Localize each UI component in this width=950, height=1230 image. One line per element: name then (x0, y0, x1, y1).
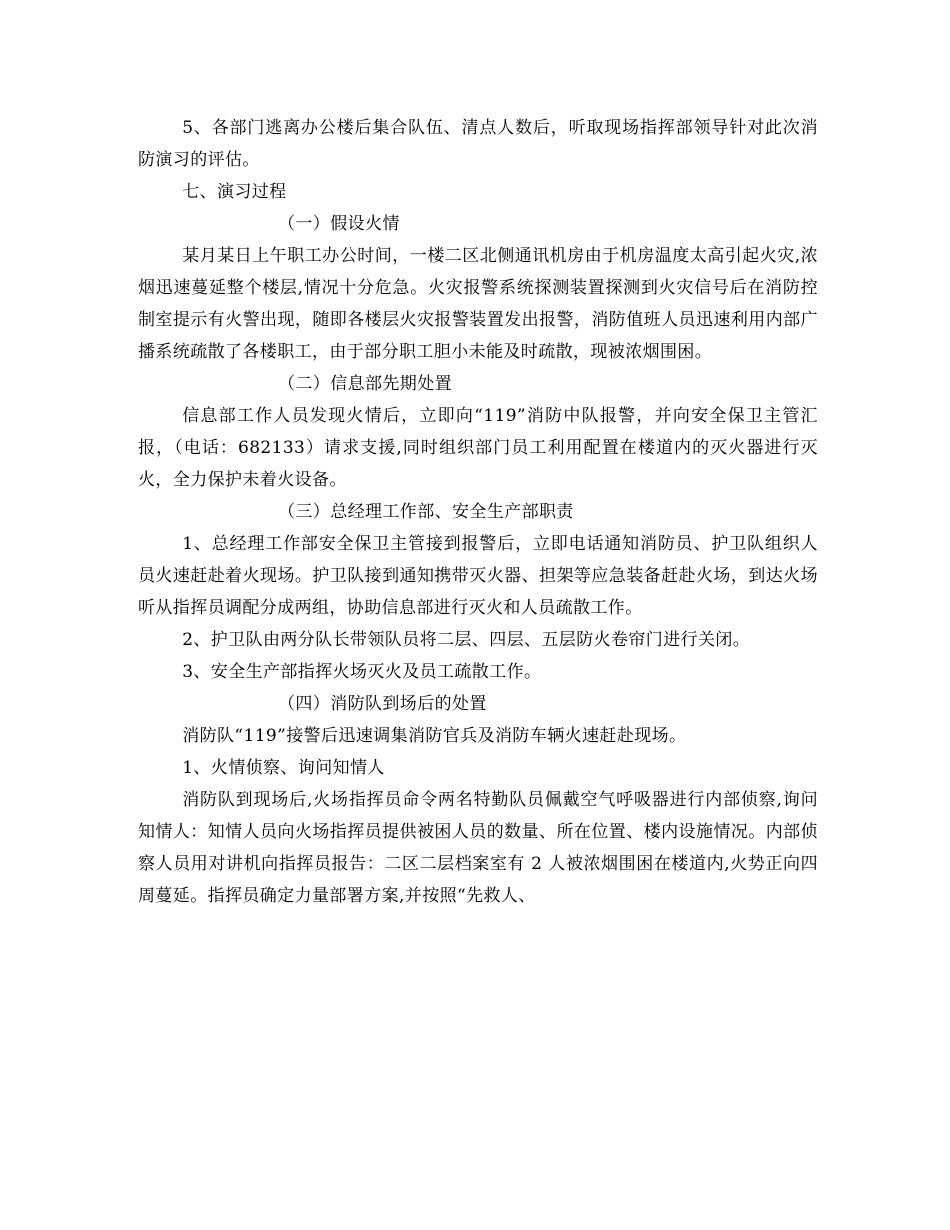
subheading-gm-safety-duties: （三）总经理工作部、安全生产部职责 (278, 502, 574, 522)
paragraph-duty-1: 1、总经理工作部安全保卫主管接到报警后，立即电话通知消防员、护卫队组织人员火速赶赴着火现场。护卫队接到通知携带灭火器、担架等应急装备赶赴火场，到达火场听从指挥员调配分成两组，协助信息部进行灭火和人员疏散工作。 (138, 534, 818, 618)
paragraph-duty-2: 2、护卫队由两分队长带领队员将二层、四层、五层防火卷帘门进行关闭。 (182, 630, 751, 650)
paragraph-fire-brigade-dispatch: 消防队“119”接警后迅速调集消防官兵及消防车辆火速赶赴现场。 (182, 726, 687, 746)
heading-fire-reconnaissance: 1、火情侦察、询问知情人 (182, 758, 385, 778)
paragraph-fire-scenario: 某月某日上午职工办公时间，一楼二区北侧通讯机房由于机房温度太高引起火灾,浓烟迅速蔓延整个楼层,情况十分危急。火灾报警系统探测装置探测到火灾信号后在消防控制室提示有火警出现，随即各楼层火灾报警装置发出报警，消防值班人员迅速利用内部广播系统疏散了各楼职工，由于部分职工胆小未能及时疏散，现被浓烟围困。 (138, 246, 818, 362)
paragraph-duty-3: 3、安全生产部指挥火场灭火及员工疏散工作。 (182, 662, 542, 682)
subheading-assumed-fire: （一）假设火情 (278, 214, 400, 234)
subheading-fire-brigade-response: （四）消防队到场后的处置 (278, 694, 487, 714)
paragraph-it-dept-response: 信息部工作人员发现火情后，立即向“119”消防中队报警，并向安全保卫主管汇报，（电话：682133）请求支援,同时组织部门员工利用配置在楼道内的灭火器进行灭火，全力保护未着火设备。 (138, 406, 818, 490)
paragraph-evacuation-assembly: 5、各部门逃离办公楼后集合队伍、清点人数后，听取现场指挥部领导针对此次消防演习的评估。 (138, 118, 818, 170)
section-heading-drill-process: 七、演习过程 (182, 182, 287, 202)
subheading-it-dept-initial-response: （二）信息部先期处置 (278, 374, 452, 394)
paragraph-reconnaissance-detail: 消防队到现场后,火场指挥员命令两名特勤队员佩戴空气呼吸器进行内部侦察,询问知情人：知情人员向火场指挥员提供被困人员的数量、所在位置、楼内设施情况。内部侦察人员用对讲机向指挥员报告：二区二层档案室有 2 人被浓烟围困在楼道内,火势正向四周蔓延。指挥员确定力量部署方案,并按照“先救人、 (138, 790, 818, 906)
document-body (138, 112, 818, 912)
